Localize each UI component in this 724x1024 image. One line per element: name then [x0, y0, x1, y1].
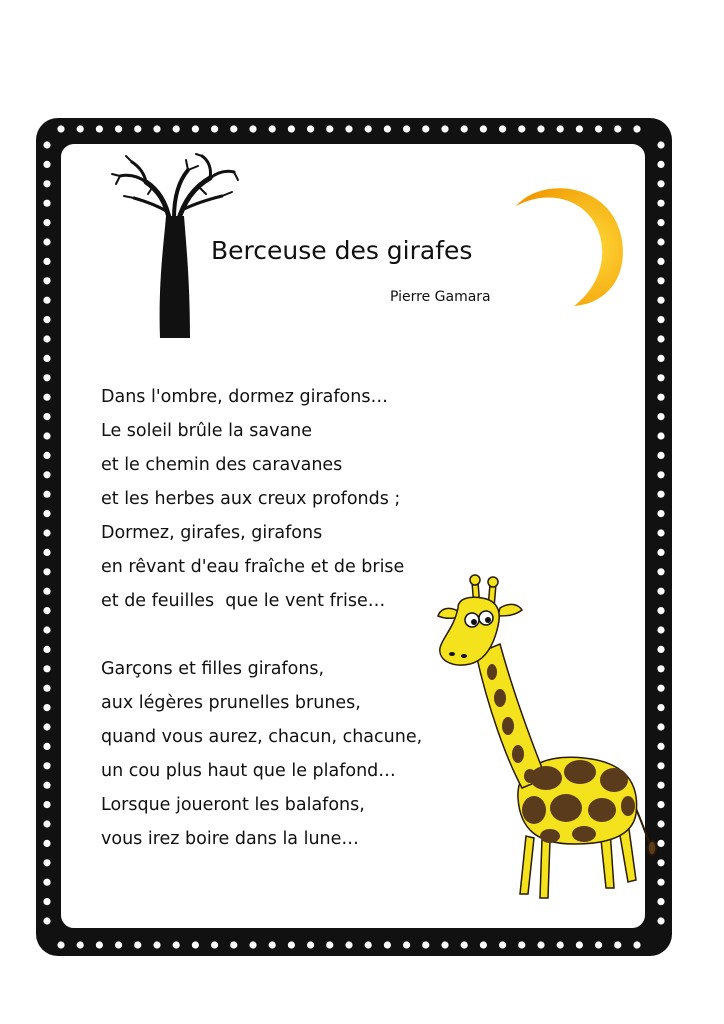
frame-dot	[43, 200, 50, 207]
frame-dot	[633, 941, 640, 948]
poem-line: Garçons et filles girafons,	[101, 659, 325, 679]
frame-dot	[657, 335, 664, 342]
frame-dot	[657, 258, 664, 265]
frame-dot	[657, 238, 664, 245]
frame-dot	[43, 549, 50, 556]
frame-dot	[657, 277, 664, 284]
frame-dot	[576, 125, 583, 132]
frame-dot	[43, 277, 50, 284]
frame-dot	[595, 125, 602, 132]
frame-dot	[441, 941, 448, 948]
frame-dot	[657, 491, 664, 498]
poem-line: Lorsque joueront les balafons,	[101, 795, 365, 815]
frame-dot	[173, 125, 180, 132]
frame-dot	[365, 941, 372, 948]
frame-dot	[269, 941, 276, 948]
frame-dot	[384, 941, 391, 948]
frame-dot	[269, 125, 276, 132]
frame-dot	[43, 491, 50, 498]
frame-dot	[326, 125, 333, 132]
frame-dot	[43, 762, 50, 769]
crescent-moon-illustration	[512, 176, 628, 310]
frame-dot	[499, 125, 506, 132]
poem-line: quand vous aurez, chacun, chacune,	[101, 727, 423, 747]
frame-dot	[657, 510, 664, 517]
frame-dot	[288, 125, 295, 132]
frame-dot	[384, 125, 391, 132]
poem-line: Le soleil brûle la savane	[101, 421, 313, 441]
frame-dot	[173, 941, 180, 948]
frame-dot	[43, 743, 50, 750]
frame-dot	[657, 161, 664, 168]
frame-dot	[153, 125, 160, 132]
frame-dot	[211, 125, 218, 132]
frame-dot	[57, 125, 64, 132]
frame-dot	[153, 941, 160, 948]
frame-dot	[43, 529, 50, 536]
frame-dot	[43, 374, 50, 381]
frame-dot	[96, 125, 103, 132]
frame-dot	[77, 941, 84, 948]
poem-body	[101, 380, 422, 890]
frame-dot	[345, 941, 352, 948]
frame-dot	[657, 394, 664, 401]
frame-dot	[43, 394, 50, 401]
frame-dot	[96, 941, 103, 948]
poem-line: et de feuilles que le vent frise…	[101, 591, 386, 611]
frame-dot	[77, 125, 84, 132]
frame-dot	[43, 432, 50, 439]
frame-dot	[657, 355, 664, 362]
frame-dot	[461, 125, 468, 132]
frame-dot	[657, 374, 664, 381]
frame-dot	[657, 529, 664, 536]
frame-dot	[43, 723, 50, 730]
frame-dot	[43, 413, 50, 420]
frame-dot	[422, 125, 429, 132]
frame-dot	[657, 432, 664, 439]
frame-dot	[43, 568, 50, 575]
frame-dot	[43, 238, 50, 245]
frame-dot	[518, 941, 525, 948]
poem-line: et le chemin des caravanes	[101, 455, 343, 475]
frame-dot	[657, 917, 664, 924]
frame-dot	[633, 125, 640, 132]
frame-dot	[43, 607, 50, 614]
frame-dot	[230, 941, 237, 948]
poem-title: Berceuse des girafes	[211, 236, 473, 265]
frame-dot	[657, 471, 664, 478]
frame-dot	[43, 626, 50, 633]
poem-line: Dans l'ombre, dormez girafons…	[101, 387, 388, 407]
frame-dot	[249, 941, 256, 948]
frame-dot	[441, 125, 448, 132]
frame-dot	[43, 801, 50, 808]
frame-dot	[657, 219, 664, 226]
frame-dot	[43, 471, 50, 478]
frame-dot	[43, 685, 50, 692]
frame-dot	[43, 859, 50, 866]
stanza-2	[101, 652, 422, 856]
frame-dot	[211, 941, 218, 948]
frame-dot	[657, 180, 664, 187]
frame-dot	[43, 510, 50, 517]
frame-dot	[365, 125, 372, 132]
giraffe-illustration	[434, 568, 660, 904]
frame-dot	[499, 941, 506, 948]
poem-line: Dormez, girafes, girafons	[101, 523, 323, 543]
frame-dot	[657, 297, 664, 304]
frame-dot	[57, 941, 64, 948]
frame-dot	[614, 125, 621, 132]
frame-dot	[403, 125, 410, 132]
frame-dot	[115, 941, 122, 948]
frame-dot	[249, 125, 256, 132]
frame-dot	[657, 316, 664, 323]
frame-dot	[115, 125, 122, 132]
poem-line: un cou plus haut que le plafond…	[101, 761, 396, 781]
poem-author: Pierre Gamara	[390, 289, 491, 305]
frame-dot	[43, 588, 50, 595]
frame-dot	[288, 941, 295, 948]
frame-dot	[43, 879, 50, 886]
frame-dot	[657, 141, 664, 148]
frame-dot	[307, 941, 314, 948]
frame-dot	[134, 125, 141, 132]
frame-dot	[43, 355, 50, 362]
frame-dot	[43, 161, 50, 168]
frame-dot	[43, 219, 50, 226]
frame-dot	[480, 941, 487, 948]
poem-line: en rêvant d'eau fraîche et de brise	[101, 557, 405, 577]
frame-dot	[43, 820, 50, 827]
frame-dot	[43, 297, 50, 304]
frame-dot	[537, 125, 544, 132]
frame-dot	[43, 917, 50, 924]
frame-dot	[307, 125, 314, 132]
frame-dot	[43, 335, 50, 342]
stanza-1	[101, 380, 422, 618]
frame-dot	[576, 941, 583, 948]
frame-dot	[657, 549, 664, 556]
frame-dot	[134, 941, 141, 948]
frame-dot	[43, 180, 50, 187]
poem-line: vous irez boire dans la lune…	[101, 829, 359, 849]
poem-line: aux légères prunelles brunes,	[101, 693, 361, 713]
frame-dot	[192, 941, 199, 948]
frame-dot	[230, 125, 237, 132]
frame-dot	[657, 200, 664, 207]
frame-dot	[557, 941, 564, 948]
frame-dot	[43, 141, 50, 148]
frame-dot	[43, 452, 50, 459]
frame-dot	[43, 704, 50, 711]
frame-dot	[43, 665, 50, 672]
frame-dot	[403, 941, 410, 948]
frame-dot	[595, 941, 602, 948]
frame-dot	[43, 840, 50, 847]
frame-dot	[43, 782, 50, 789]
frame-dot	[657, 452, 664, 459]
frame-dot	[518, 125, 525, 132]
frame-dot	[43, 898, 50, 905]
frame-dot	[345, 125, 352, 132]
frame-dot	[422, 941, 429, 948]
frame-dot	[557, 125, 564, 132]
frame-dot	[461, 941, 468, 948]
frame-dot	[326, 941, 333, 948]
frame-dot	[614, 941, 621, 948]
frame-dot	[480, 125, 487, 132]
poem-line: et les herbes aux creux profonds ;	[101, 489, 401, 509]
frame-dot	[43, 316, 50, 323]
frame-dot	[537, 941, 544, 948]
frame-dot	[192, 125, 199, 132]
frame-dot	[657, 413, 664, 420]
frame-dot	[43, 258, 50, 265]
frame-dot	[43, 646, 50, 653]
